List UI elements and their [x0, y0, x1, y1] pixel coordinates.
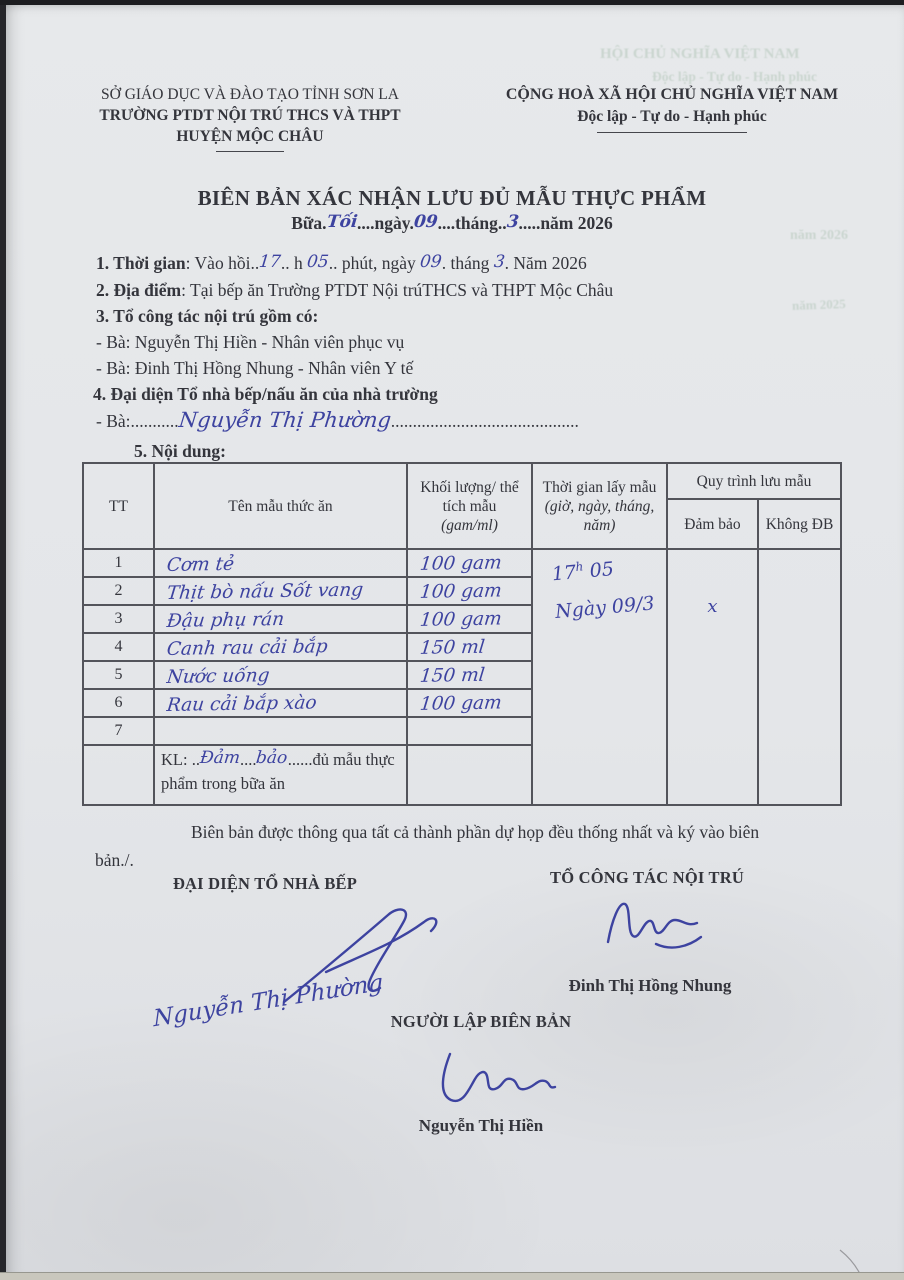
- amount-header-unit: (gam/ml): [441, 516, 498, 534]
- handwritten-dish: Nước uống: [165, 664, 271, 688]
- col-header-process: Quy trình lưu mẫu: [667, 463, 841, 499]
- form-items: [93, 250, 856, 464]
- handwritten-amount: 100 gam: [418, 551, 503, 575]
- rep-dots: ...........................................: [390, 411, 579, 431]
- cell-amount: [407, 549, 532, 577]
- closing-paragraph: Biên bản được thông qua tất cả thành phần dự họp đều thống nhất và ký vào biên bản./.: [95, 822, 760, 870]
- handwritten-kl: Đảm: [198, 748, 242, 768]
- cell-name: [154, 605, 407, 633]
- time-header-note: (giờ, ngày, tháng, năm): [544, 497, 655, 534]
- time-header-text: Thời gian lấy mẫu: [542, 478, 657, 496]
- cell-notok: [758, 549, 841, 805]
- signer-right-name: Đinh Thị Hồng Nhung: [568, 976, 732, 995]
- cell-name: [154, 633, 407, 661]
- subtitle-text: .....năm 2026: [518, 213, 613, 233]
- handwritten-month: 3: [492, 252, 506, 272]
- signer-maker-name: Nguyễn Thị Hiền: [418, 1116, 544, 1135]
- handwritten-day: 09: [412, 212, 439, 232]
- org-parent-name: SỞ GIÁO DỤC VÀ ĐÀO TẠO TỈNH SƠN LA: [101, 86, 399, 103]
- cell-tt: 1: [83, 549, 154, 577]
- signature-right-title: TỔ CÔNG TÁC NỘI TRÚ: [550, 868, 744, 887]
- handwritten-dish: Thịt bò nấu Sốt vang: [165, 579, 365, 604]
- handwritten-amount: [408, 730, 531, 732]
- time-sup: h: [574, 559, 584, 574]
- signature-right-scribble: [598, 892, 710, 964]
- cell-amount: [407, 689, 532, 717]
- rep-dots: - Bà:...........: [96, 411, 179, 431]
- kl-text: ......đủ mẫu thực phẩm trong bữa ăn: [161, 750, 395, 793]
- time-min: 05: [582, 558, 615, 583]
- subtitle-text: Bữa.: [291, 213, 327, 233]
- item-team-label: 3. Tổ công tác nội trú gồm có:: [96, 306, 319, 326]
- handwritten-hour: 17: [258, 252, 282, 272]
- cell-sample-time: [532, 549, 667, 805]
- subtitle-text: ....tháng..: [437, 213, 507, 233]
- cell-tt: 6: [83, 689, 154, 717]
- org-school-name: TRƯỜNG PTDT NỘI TRÚ THCS VÀ THPT: [99, 107, 401, 124]
- signature-maker-scribble: [434, 1048, 566, 1114]
- cell-tt: 7: [83, 717, 154, 745]
- document-subtitle: [0, 213, 904, 234]
- item-rep-label: 4. Đại diện Tổ nhà bếp/nấu ăn của nhà trường: [93, 384, 438, 404]
- cell-amount: [407, 745, 532, 805]
- handwritten-amount: 150 ml: [418, 664, 486, 687]
- ghost-text: Độc lập - Tự do - Hạnh phúc: [652, 69, 818, 84]
- handwritten-amount: 100 gam: [418, 691, 503, 715]
- team-member: - Bà: Nguyễn Thị Hiền - Nhân viên phục vụ: [96, 332, 405, 352]
- table-row: [83, 549, 841, 577]
- national-motto: Độc lập - Tự do - Hạnh phúc: [577, 108, 767, 125]
- samples-table: [82, 462, 842, 806]
- handwritten-amount: 150 ml: [418, 636, 486, 659]
- item-place-text: : Tại bếp ăn Trường PTDT Nội trúTHCS và THPT Mộc Châu: [181, 280, 614, 300]
- cell-amount: [407, 633, 532, 661]
- cell-amount: [407, 717, 532, 745]
- subtitle-text: ....ngày.: [356, 213, 414, 233]
- ghost-text: năm 2025: [791, 296, 847, 313]
- handwritten-dish: Cơm tẻ: [165, 553, 236, 576]
- item-place: [96, 277, 856, 303]
- cell-amount: [407, 605, 532, 633]
- document-title: BIÊN BẢN XÁC NHẬN LƯU ĐỦ MẪU THỰC PHẨM: [197, 186, 707, 210]
- photo-edge-top: [0, 0, 904, 5]
- handwritten-check-mark: x: [707, 596, 718, 617]
- item-time-text: : Vào hồi..: [185, 253, 260, 273]
- item-time-label: 1. Thời gian: [96, 253, 186, 273]
- ghost-text: năm 2026: [790, 228, 848, 243]
- handwritten-rep-name: Nguyễn Thị Phường: [177, 408, 392, 432]
- cell-name: [154, 661, 407, 689]
- cell-name: [154, 577, 407, 605]
- national-title: CỘNG HOÀ XÃ HỘI CHỦ NGHĨA VIỆT NAM: [505, 86, 839, 103]
- issuing-org-block: [34, 84, 466, 152]
- conclusion-cell: [154, 745, 407, 805]
- ghost-text: HỘI CHỦ NGHĨA VIỆT NAM: [600, 46, 800, 62]
- org-underline: [216, 151, 284, 152]
- item-time-text: .. phút, ngày: [328, 253, 421, 273]
- col-header-name: Tên mẫu thức ăn: [154, 463, 407, 549]
- amount-header-text: Khối lượng/ thể tích mẫu: [420, 478, 519, 515]
- item-time: [96, 250, 856, 277]
- signature-maker-title: NGƯỜI LẬP BIÊN BẢN: [390, 1012, 572, 1031]
- cell-name: [154, 549, 407, 577]
- kl-text: ....: [239, 750, 257, 769]
- item-place-label: 2. Địa điểm: [96, 280, 182, 300]
- cell-name: [154, 717, 407, 745]
- handwritten-amount: 100 gam: [418, 579, 503, 603]
- col-header-ok: Đảm bảo: [667, 499, 758, 549]
- item-content-label: 5. Nội dung:: [134, 441, 226, 461]
- kl-text: KL: ..: [161, 750, 200, 769]
- signature-left-title: ĐẠI DIỆN TỔ NHÀ BẾP: [172, 874, 358, 893]
- cell-amount: [407, 661, 532, 689]
- handwritten-amount: 100 gam: [418, 607, 503, 631]
- org-district-name: HUYỆN MỘC CHÂU: [176, 128, 324, 145]
- handwritten-month: 3: [505, 212, 520, 232]
- cell-tt: 5: [83, 661, 154, 689]
- handwritten-dish: Đậu phụ rán: [165, 608, 286, 632]
- handwritten-minute: 05: [306, 252, 330, 272]
- national-motto-block: [472, 84, 872, 152]
- col-header-time: [532, 463, 667, 549]
- handwritten-day: 09: [419, 252, 443, 272]
- paper-edge-bottom: [0, 1272, 904, 1280]
- col-header-amount: [407, 463, 532, 549]
- handwritten-meal: Tối: [325, 212, 359, 232]
- handwritten-dish: Rau cải bắp xào: [165, 691, 318, 716]
- cell-tt: 4: [83, 633, 154, 661]
- cell-tt: 2: [83, 577, 154, 605]
- item-time-text: . tháng: [441, 253, 494, 273]
- document-header: [34, 84, 894, 152]
- cell-amount: [407, 577, 532, 605]
- handwritten-kl: bảo: [255, 748, 289, 768]
- cell-tt: 3: [83, 605, 154, 633]
- handwritten-sample-time: [532, 549, 667, 625]
- team-member: - Bà: Đinh Thị Hồng Nhung - Nhân viên Y tế: [96, 358, 414, 378]
- item-rep-line: [96, 407, 856, 434]
- col-header-tt: TT: [83, 463, 154, 549]
- motto-underline: [597, 132, 747, 133]
- handwritten-dish: [155, 729, 406, 733]
- time-hour: 17: [550, 561, 577, 586]
- handwritten-dish: Canh rau cải bắp: [165, 635, 329, 660]
- cell-ok: [667, 549, 758, 805]
- cell-name: [154, 689, 407, 717]
- cell-tt: [83, 745, 154, 805]
- time-date: Ngày 09/3: [554, 592, 656, 624]
- col-header-notok: Không ĐB: [758, 499, 841, 549]
- item-time-text: .. h: [280, 253, 308, 273]
- handwritten-signer-left-name: Nguyễn Thị Phường: [152, 969, 384, 1033]
- item-time-text: . Năm 2026: [504, 253, 587, 273]
